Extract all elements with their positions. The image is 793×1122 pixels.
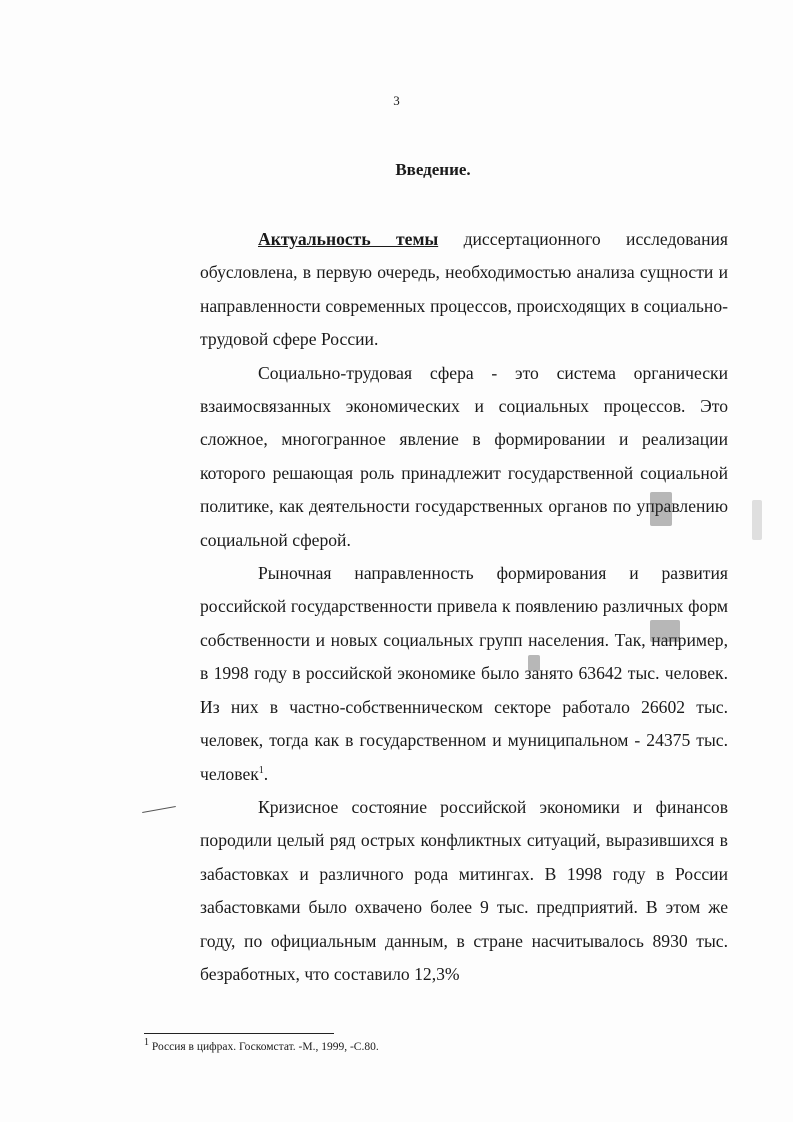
section-heading: Введение. (395, 160, 471, 179)
page-number: 3 (393, 93, 400, 108)
scan-artifact (752, 500, 762, 540)
body-text (200, 223, 728, 991)
footnote-text: Россия в цифрах. Госкомстат. -М., 1999, -С.80. (149, 1041, 379, 1053)
footnote-marker: 1 (144, 1037, 149, 1049)
relevance-term: Актуальность темы (258, 229, 439, 249)
scan-artifact (142, 806, 176, 813)
market-orientation-text: Рыночная направленность формирования и развития российской государственности привела к появлению различных форм собственности и новых социальных групп населения. Так, например, в 1998 году в российской экономике было занято 63642 тыс. человек. Из них в частно-собственническом секторе работало 26602 тыс. человек, тогда как в государственном и муниципальном - 24375 тыс. человек (200, 563, 728, 784)
paragraph-relevance (200, 223, 728, 357)
relevance-text: диссертационного исследования обусловлена, в первую очередь, необходимостью анализа сущности и направленности современных процессов, происходящих в социально-трудовой сфере России. (200, 229, 729, 350)
footnote (144, 1037, 379, 1053)
footnote-reference: 1 (258, 764, 264, 776)
scan-artifact (528, 655, 540, 671)
scan-artifact (650, 492, 672, 526)
scan-artifact (650, 620, 680, 642)
paragraph-social-labor-sphere: Социально-трудовая сфера - это система органически взаимосвязанных экономических и социальных процессов. Это сложное, многогранное явление в формировании и реализации которого решающая роль принадлежит государственной социальной политике, как деятельности государственных органов по управлению социальной сферой. (200, 362, 728, 550)
paragraph-crisis: Кризисное состояние российской экономики и финансов породили целый ряд острых конфликтных ситуаций, выразившихся в забастовках и различного рода митингах. В 1998 году в России забастовками было охвачено более 9 тыс. предприятий. В этом же году, по официальным данным, в стране насчитывалось 8930 тыс. безработных, что составило 12,3% (200, 796, 728, 984)
paragraph-market-orientation (200, 557, 728, 791)
market-orientation-end: . (263, 763, 269, 784)
footnote-divider (144, 1033, 334, 1034)
